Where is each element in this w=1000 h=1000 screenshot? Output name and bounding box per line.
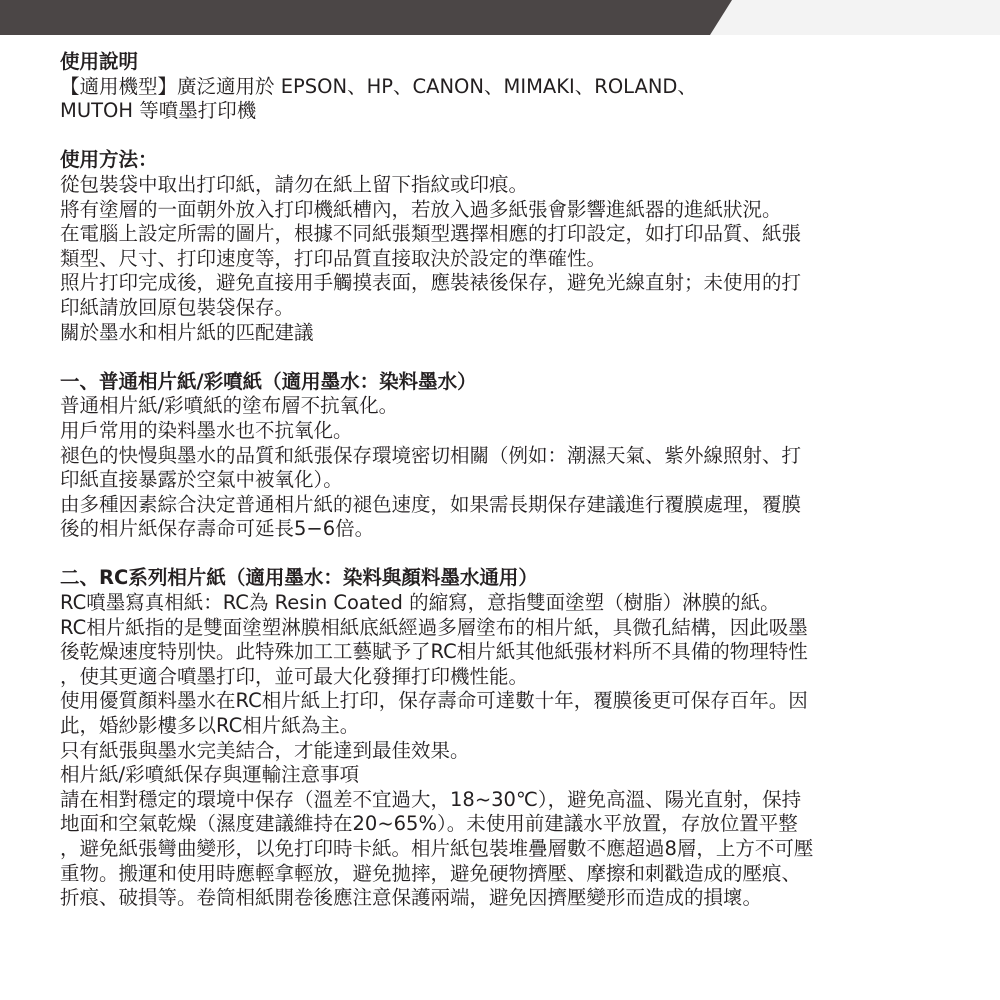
text-line: 地面和空氣乾燥（濕度建議維持在20~65%）。未使用前建議水平放置，存放位置平整: [60, 812, 798, 836]
text-line: RC噴墨寫真相紙：RC為 Resin Coated 的縮寫，意指雙面塗塑（樹脂）淋膜的紙。: [60, 591, 780, 615]
section-heading: 一、普通相片紙/彩噴紙（適用墨水：染料墨水）: [60, 369, 477, 393]
text-line: 此，婚紗影樓多以RC相片紙為主。: [60, 714, 360, 738]
text-line: 請在相對穩定的環境中保存（溫差不宜過大，18~30℃），避免高溫、陽光直射，保持: [60, 787, 802, 811]
text-line: 照片打印完成後，避免直接用手觸摸表面，應裝裱後保存，避免光線直射；未使用的打: [60, 271, 802, 295]
text-line: 用戶常用的染料墨水也不抗氧化。: [60, 418, 353, 442]
text-line: 從包裝袋中取出打印紙，請勿在紙上留下指紋或印痕。: [60, 172, 529, 196]
text-line: 只有紙張與墨水完美結合，才能達到最佳效果。: [60, 738, 470, 762]
text-line: MUTOH 等噴墨打印機: [60, 99, 257, 123]
text-line: 【適用機型】廣泛適用於 EPSON、HP、CANON、MIMAKI、ROLAND、: [60, 74, 697, 98]
text-line: 印紙直接暴露於空氣中被氧化）。: [60, 468, 343, 492]
text-line: ，避免紙張彎曲變形，以免打印時卡紙。相片紙包裝堆疊層數不應超過8層，上方不可壓: [60, 837, 814, 860]
text-line: 使用優質顏料墨水在RC相片紙上打印，保存壽命可達數十年，覆膜後更可保存百年。因: [60, 689, 808, 713]
text-line: 由多種因素綜合決定普通相片紙的褪色速度，如果需長期保存建議進行覆膜處理，覆膜: [60, 492, 802, 516]
text-line: 在電腦上設定所需的圖片，根據不同紙張類型選擇相應的打印設定，如打印品質、紙張: [60, 222, 802, 246]
document-body: [60, 50, 960, 911]
text-line: 後乾燥速度特別快。此特殊加工工藝賦予了RC相片紙其他紙張材料所不具備的物理特性: [60, 640, 808, 664]
section-heading: 使用方法：: [60, 148, 158, 172]
text-line: 普通相片紙/彩噴紙的塗布層不抗氧化。: [60, 394, 399, 418]
text-line: RC相片紙指的是雙面塗塑淋膜相紙底紙經過多層塗布的相片紙，具微孔結構，因此吸墨: [60, 615, 808, 639]
text-line: 關於墨水和相片紙的匹配建議: [60, 320, 314, 344]
text-line: 重物。搬運和使用時應輕拿輕放，避免拋摔，避免硬物擠壓、摩擦和刺戳造成的壓痕、: [60, 861, 802, 885]
section-ordinary-paper: [60, 370, 960, 542]
text-line: ，使其更適合噴墨打印，並可最大化發揮打印機性能。: [60, 664, 529, 688]
text-line: 後的相片紙保存壽命可延長5−6倍。: [60, 517, 375, 541]
header-accent: [710, 0, 1000, 35]
text-line: 印紙請放回原包裝袋保存。: [60, 295, 295, 319]
text-line: 相片紙/彩噴紙保存與運輸注意事項: [60, 763, 360, 787]
section-heading: 二、RC系列相片紙（適用墨水：染料與顏料墨水通用）: [60, 566, 538, 590]
text-line: 折痕、破損等。卷筒相紙開卷後應注意保護兩端，避免因擠壓變形而造成的損壞。: [60, 886, 763, 910]
section-usage: [60, 50, 960, 124]
text-line: 褪色的快慢與墨水的品質和紙張保存環境密切相關（例如：潮濕天氣、紫外線照射、打: [60, 443, 802, 467]
section-method: [60, 148, 960, 345]
section-rc-paper: [60, 566, 960, 910]
section-heading: 使用說明: [60, 50, 139, 73]
text-line: 將有塗層的一面朝外放入打印機紙槽內，若放入過多紙張會影響進紙器的進紙狀況。: [60, 197, 782, 221]
text-line: 類型、尺寸、打印速度等，打印品質直接取決於設定的準確性。: [60, 246, 607, 270]
